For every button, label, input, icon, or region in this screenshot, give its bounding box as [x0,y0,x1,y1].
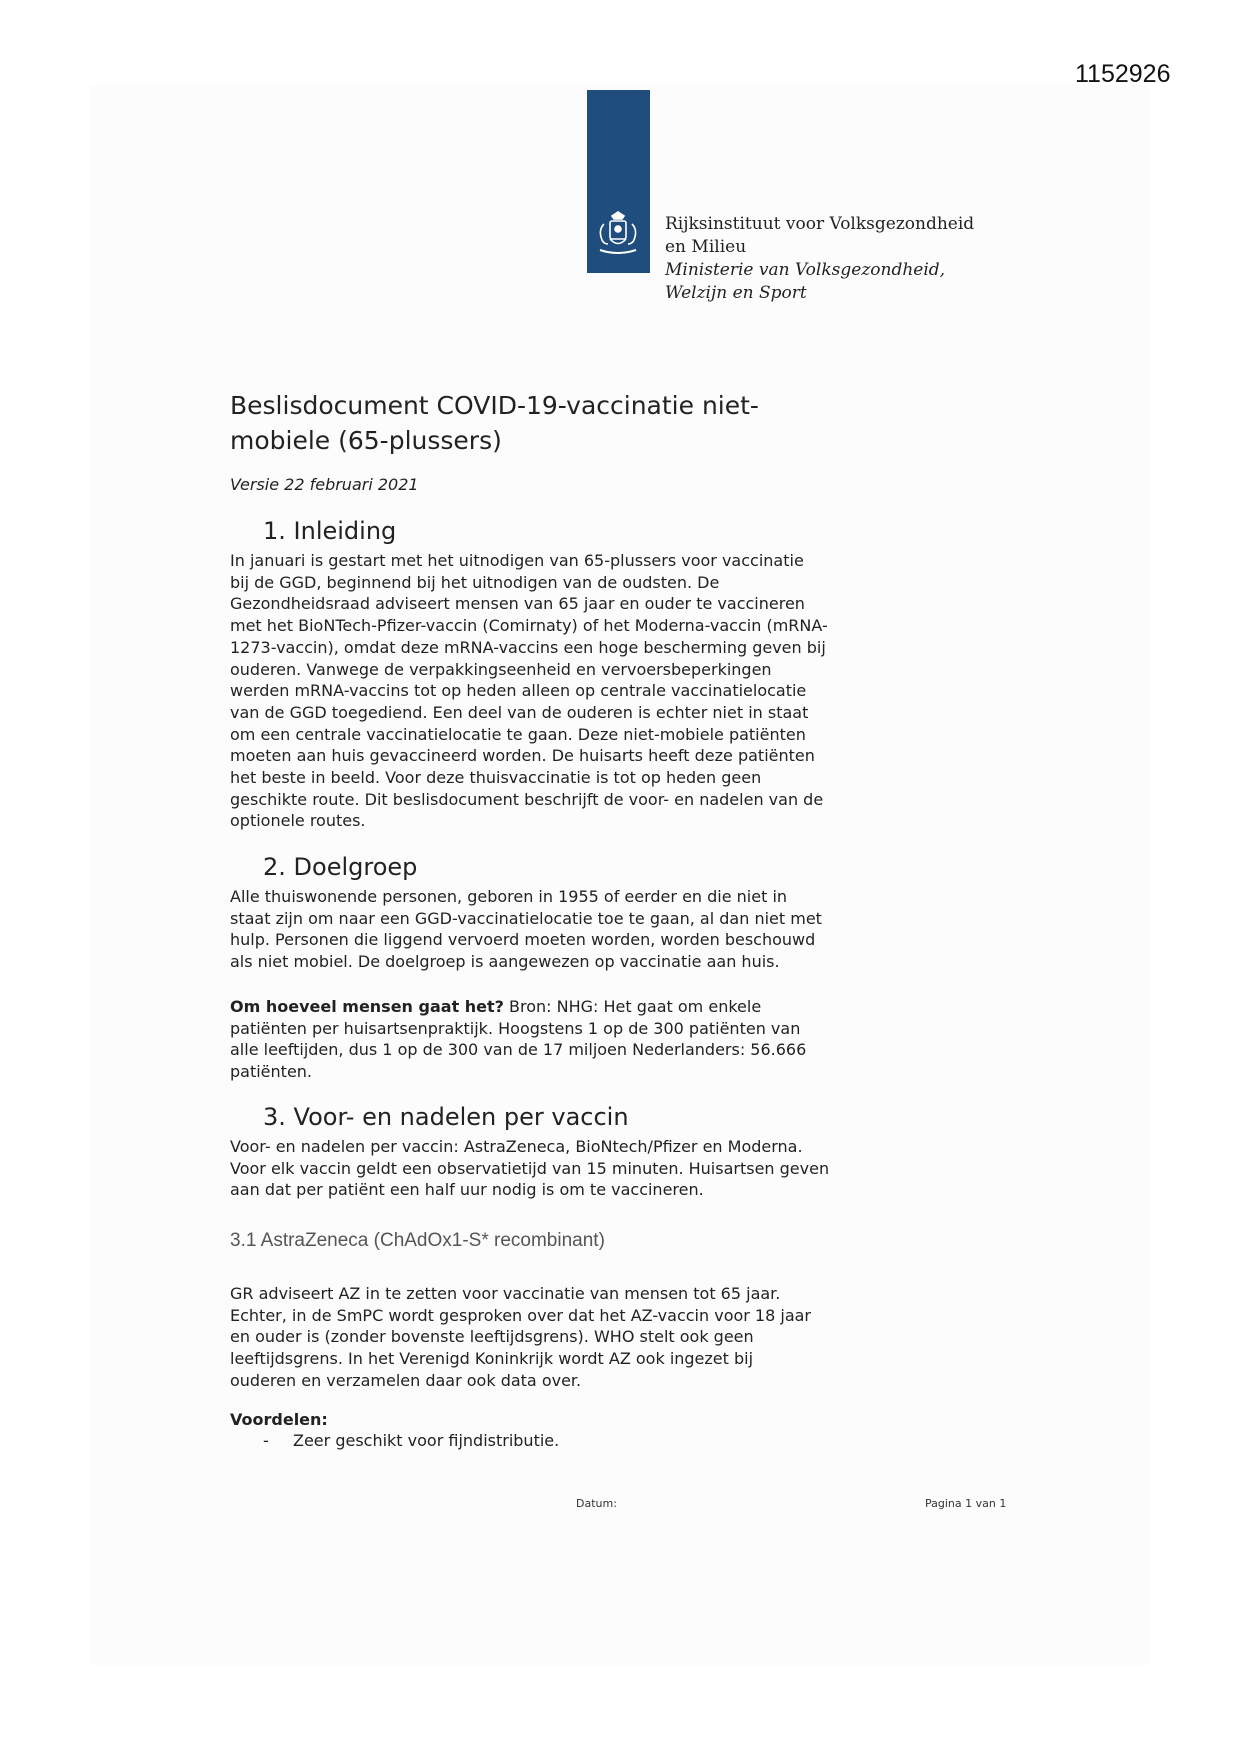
section-heading-doelgroep: 2. Doelgroep [263,853,418,881]
coat-of-arms-icon [592,210,644,260]
text-line: optionele routes. [230,811,366,831]
section-body-voor-nadelen [230,1136,950,1201]
text-line: ouderen. Vanwege de verpakkingseenheid en vervoersbeperkingen [230,659,772,679]
footer-page-number: Pagina 1 van 1 [925,1497,1007,1510]
section-body-doelgroep [230,886,950,973]
text-line: 1273-vaccin), omdat deze mRNA-vaccins een hoge bescherming geven bij [230,637,826,657]
text-line: moeten aan huis gevaccineerd worden. De huisarts heeft deze patiënten [230,746,815,766]
title-line2: mobiele (65-plussers) [230,426,502,455]
version-date: Versie 22 februari 2021 [230,475,419,494]
text-line: GR adviseert AZ in te zetten voor vaccinatie van mensen tot 65 jaar. [230,1284,781,1303]
text-line: en ouder is (zonder bovenste leeftijdsgrens). WHO stelt ook geen [230,1327,754,1347]
bullet-dash: - [263,1431,269,1450]
government-logo [587,90,650,273]
text-line: Gezondheidsraad adviseert mensen van 65 jaar en ouder te vaccineren [230,594,805,614]
text-line: leeftijdsgrens. In het Verenigd Koninkrijk wordt AZ ook ingezet bij [230,1349,754,1369]
ministry-line2: Welzijn en Sport [665,283,807,303]
text-line: met het BioNTech-Pfizer-vaccin (Comirnaty) of het Moderna-vaccin (mRNA- [230,616,828,636]
advantages-label: Voordelen: [230,1410,328,1429]
ministry-line1: Ministerie van Volksgezondheid, [665,260,946,280]
text-line: In januari is gestart met het uitnodigen van 65-plussers voor vaccinatie [230,551,804,570]
text-line: ouderen en verzamelen daar ook data over. [230,1370,582,1390]
astrazeneca-body [230,1283,950,1392]
text-line: patiënten. [230,1062,313,1082]
org-name-line1: Rijksinstituut voor Volksgezondheid [665,214,975,234]
text-line: staat zijn om naar een GGD-vaccinatielocatie toe te gaan, al dan niet met [230,908,822,928]
section-body-inleiding [230,550,950,832]
text-line: het beste in beeld. Voor deze thuisvaccinatie is tot op heden geen [230,768,762,788]
text-line: van de GGD toegediend. Een deel van de ouderen is echter niet in staat [230,702,809,722]
text-line: Echter, in de SmPC wordt gesproken over dat het AZ-vaccin voor 18 jaar [230,1305,812,1325]
list-item [263,1431,559,1450]
text-line: alle leeftijden, dus 1 op de 300 van de 17 miljoen Nederlanders: 56.666 [230,1040,807,1060]
text-line: hulp. Personen die liggend vervoerd moeten worden, worden beschouwd [230,930,816,950]
text-line: bij de GGD, beginnend bij het uitnodigen van de oudsten. De [230,572,720,592]
text-line: aan dat per patiënt een half uur nodig is om te vaccineren. [230,1180,704,1200]
question-paragraph [230,996,950,1083]
footer-date: Datum: [576,1497,617,1510]
text-line: Voor- en nadelen per vaccin: AstraZeneca, BioNtech/Pfizer en Moderna. [230,1137,803,1156]
text-line: geschikte route. Dit beslisdocument beschrijft de voor- en nadelen van de [230,789,824,809]
title-line1: Beslisdocument COVID-19-vaccinatie niet- [230,391,759,420]
text-line: om een centrale vaccinatielocatie te gaan. Deze niet-mobiele patiënten [230,724,806,744]
question-rest: Bron: NHG: Het gaat om enkele [503,997,762,1016]
question-line [230,996,950,1018]
text-line: als niet mobiel. De doelgroep is aangewezen op vaccinatie aan huis. [230,952,780,972]
advantage-text: Zeer geschikt voor fijndistributie. [293,1431,560,1450]
subheading-astrazeneca: 3.1 AstraZeneca (ChAdOx1-S* recombinant) [230,1230,605,1251]
document-id: 1152926 [1075,60,1171,88]
text-line: patiënten per huisartsenpraktijk. Hoogstens 1 op de 300 patiënten van [230,1018,801,1038]
text-line: Voor elk vaccin geldt een observatietijd van 15 minuten. Huisartsen geven [230,1158,830,1178]
section-heading-inleiding: 1. Inleiding [263,517,397,545]
text-line: werden mRNA-vaccins tot op heden alleen op centrale vaccinatielocatie [230,681,807,701]
question-bold: Om hoeveel mensen gaat het? [230,997,504,1016]
org-name-line2: en Milieu [665,237,747,257]
document-title [230,388,950,458]
section-heading-voor-nadelen: 3. Voor- en nadelen per vaccin [263,1103,629,1131]
text-line: Alle thuiswonende personen, geboren in 1955 of eerder en die niet in [230,887,788,906]
organisation-block [665,213,974,305]
